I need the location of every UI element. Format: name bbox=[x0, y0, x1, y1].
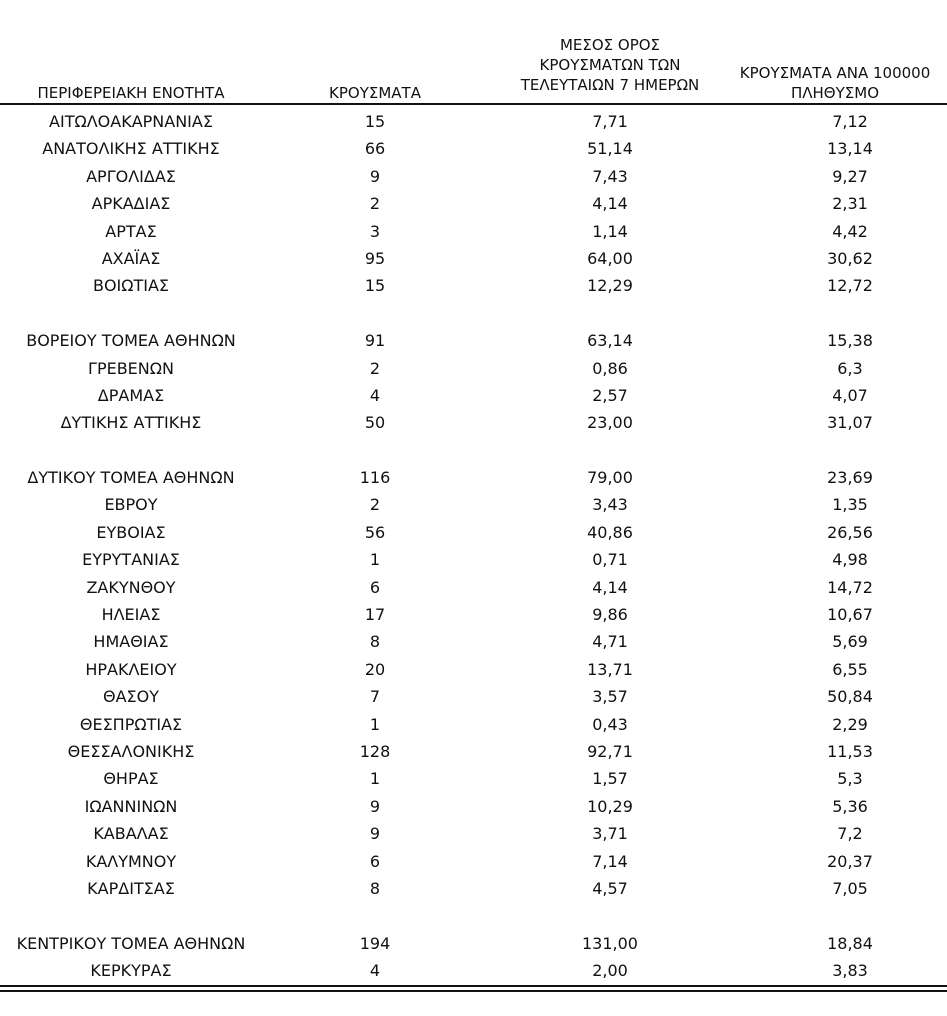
cell-per100k: 15,38 bbox=[827, 331, 873, 351]
header-per100k-line-1: ΚΡΟΥΣΜΑΤΑ ΑΝΑ 100000 bbox=[739, 64, 931, 82]
cell-cases: 194 bbox=[359, 933, 391, 953]
cell-cases: 9 bbox=[369, 796, 381, 816]
cell-cases: 6 bbox=[369, 851, 381, 871]
cell-cases: 2 bbox=[369, 495, 381, 515]
cell-cases: 15 bbox=[364, 112, 386, 131]
cell-region: ΘΑΣΟΥ bbox=[102, 687, 159, 707]
cell-per100k: 11,53 bbox=[827, 741, 873, 761]
cell-cases: 8 bbox=[369, 632, 381, 652]
cell-per100k: 13,14 bbox=[827, 139, 873, 159]
cell-avg7: 2,57 bbox=[592, 385, 628, 405]
cell-per100k: 30,62 bbox=[827, 248, 873, 268]
cell-cases: 95 bbox=[364, 248, 386, 268]
table-row bbox=[0, 245, 947, 272]
table-bottom-border-2 bbox=[0, 990, 947, 992]
cell-avg7: 40,86 bbox=[587, 522, 633, 542]
cell-cases: 9 bbox=[369, 166, 381, 186]
header-per100k-line-2: ΠΛΗΘΥΣΜΟ bbox=[790, 84, 879, 102]
cell-avg7: 7,71 bbox=[592, 112, 628, 131]
table-row bbox=[0, 218, 947, 245]
cell-cases: 1 bbox=[369, 550, 381, 570]
header-region bbox=[5, 83, 257, 103]
cell-region: ΑΙΤΩΛΟΑΚΑΡΝΑΝΙΑΣ bbox=[49, 112, 213, 131]
cell-region: ΕΥΡΥΤΑΝΙΑΣ bbox=[82, 550, 180, 570]
cell-region: ΚΕΡΚΥΡΑΣ bbox=[90, 961, 172, 981]
cell-avg7: 9,86 bbox=[592, 605, 628, 625]
cell-cases: 116 bbox=[359, 468, 391, 488]
header-avg-line-2: ΚΡΟΥΣΜΑΤΩΝ ΤΩΝ bbox=[539, 56, 681, 74]
cell-region: ΗΛΕΙΑΣ bbox=[101, 605, 161, 625]
table-row bbox=[0, 683, 947, 710]
cell-region: ΔΥΤΙΚΗΣ ΑΤΤΙΚΗΣ bbox=[60, 413, 202, 433]
cell-avg7: 7,14 bbox=[592, 851, 628, 871]
cell-region: ΑΡΤΑΣ bbox=[105, 221, 157, 241]
cell-avg7: 13,71 bbox=[587, 659, 633, 679]
cell-region: ΔΡΑΜΑΣ bbox=[97, 385, 165, 405]
cell-cases: 4 bbox=[369, 961, 381, 981]
cell-per100k: 26,56 bbox=[827, 522, 873, 542]
cell-cases: 15 bbox=[364, 276, 386, 296]
cell-per100k: 50,84 bbox=[827, 687, 873, 707]
table-row bbox=[0, 409, 947, 436]
header-avg-line-3: ΤΕΛΕΥΤΑΙΩΝ 7 ΗΜΕΡΩΝ bbox=[520, 76, 700, 94]
cell-avg7: 79,00 bbox=[587, 468, 633, 488]
cell-avg7: 4,71 bbox=[592, 632, 628, 652]
table-row bbox=[0, 930, 947, 957]
table-row bbox=[0, 793, 947, 820]
cell-avg7: 3,71 bbox=[592, 824, 628, 844]
table-row bbox=[0, 327, 947, 354]
table-row bbox=[0, 765, 947, 792]
cell-per100k: 2,31 bbox=[832, 194, 868, 214]
table-row bbox=[0, 711, 947, 738]
cell-region: ΙΩΑΝΝΙΝΩΝ bbox=[84, 796, 178, 816]
cell-cases: 1 bbox=[369, 714, 381, 734]
cell-region: ΗΡΑΚΛΕΙΟΥ bbox=[85, 659, 177, 679]
cell-region: ΚΑΛΥΜΝΟΥ bbox=[85, 851, 177, 871]
cell-avg7: 7,43 bbox=[592, 166, 628, 186]
cell-avg7: 4,14 bbox=[592, 194, 628, 214]
cell-cases: 66 bbox=[364, 139, 386, 159]
header-cases bbox=[310, 83, 440, 103]
cell-avg7: 3,57 bbox=[592, 687, 628, 707]
header-region-label: ΠΕΡΙΦΕΡΕΙΑΚΗ ΕΝΟΤΗΤΑ bbox=[37, 84, 225, 102]
table-row bbox=[0, 875, 947, 902]
cell-per100k: 14,72 bbox=[827, 577, 873, 597]
cell-region: ΚΑΡΔΙΤΣΑΣ bbox=[87, 878, 175, 898]
cell-per100k: 5,69 bbox=[832, 632, 868, 652]
cell-cases: 4 bbox=[369, 385, 381, 405]
cell-region: ΖΑΚΥΝΘΟΥ bbox=[86, 577, 176, 597]
table-body bbox=[0, 108, 947, 985]
cell-region: ΕΥΒΟΙΑΣ bbox=[96, 522, 166, 542]
cell-region: ΘΕΣΠΡΩΤΙΑΣ bbox=[79, 714, 183, 734]
cell-region: ΒΟΙΩΤΙΑΣ bbox=[92, 276, 170, 296]
cell-region: ΚΕΝΤΡΙΚΟΥ ΤΟΜΕΑ ΑΘΗΝΩΝ bbox=[16, 933, 246, 953]
cell-region: ΑΡΓΟΛΙΔΑΣ bbox=[86, 166, 176, 186]
table-row bbox=[0, 382, 947, 409]
cell-per100k: 23,69 bbox=[827, 468, 873, 488]
table-row bbox=[0, 546, 947, 573]
cell-avg7: 0,86 bbox=[592, 358, 628, 378]
table-bottom-border-1 bbox=[0, 985, 947, 987]
table-row bbox=[0, 491, 947, 518]
cell-cases: 3 bbox=[369, 221, 381, 241]
table-row bbox=[0, 738, 947, 765]
table-row bbox=[0, 108, 947, 135]
table-row bbox=[0, 820, 947, 847]
header-avg-7-days bbox=[495, 35, 725, 95]
cell-per100k: 5,36 bbox=[832, 796, 868, 816]
table-row bbox=[0, 190, 947, 217]
cell-region: ΑΧΑΪΑΣ bbox=[101, 248, 161, 268]
cell-per100k: 2,29 bbox=[832, 714, 868, 734]
cell-cases: 6 bbox=[369, 577, 381, 597]
cell-per100k: 20,37 bbox=[827, 851, 873, 871]
cell-per100k: 7,05 bbox=[832, 878, 868, 898]
cell-cases: 2 bbox=[369, 358, 381, 378]
cell-avg7: 63,14 bbox=[587, 331, 633, 351]
cell-avg7: 131,00 bbox=[582, 933, 638, 953]
header-divider bbox=[0, 103, 947, 105]
cell-per100k: 7,2 bbox=[837, 824, 863, 844]
cell-per100k: 7,12 bbox=[832, 112, 868, 131]
cell-per100k: 4,42 bbox=[832, 221, 868, 241]
cell-cases: 9 bbox=[369, 824, 381, 844]
cell-avg7: 51,14 bbox=[587, 139, 633, 159]
cell-per100k: 5,3 bbox=[837, 769, 863, 789]
header-cases-label: ΚΡΟΥΣΜΑΤΑ bbox=[329, 84, 421, 102]
cell-region: ΘΕΣΣΑΛΟΝΙΚΗΣ bbox=[67, 741, 195, 761]
cell-per100k: 12,72 bbox=[827, 276, 873, 296]
header-avg-line-1: ΜΕΣΟΣ ΟΡΟΣ bbox=[559, 36, 661, 54]
table-row bbox=[0, 464, 947, 491]
cell-avg7: 3,43 bbox=[592, 495, 628, 515]
table-row bbox=[0, 848, 947, 875]
cell-per100k: 3,83 bbox=[832, 961, 868, 981]
cell-per100k: 18,84 bbox=[827, 933, 873, 953]
cell-region: ΗΜΑΘΙΑΣ bbox=[93, 632, 169, 652]
cell-region: ΓΡΕΒΕΝΩΝ bbox=[88, 358, 174, 378]
cell-cases: 128 bbox=[359, 741, 391, 761]
cell-region: ΒΟΡΕΙΟΥ ΤΟΜΕΑ ΑΘΗΝΩΝ bbox=[26, 331, 236, 351]
cell-avg7: 1,14 bbox=[592, 221, 628, 241]
cell-avg7: 12,29 bbox=[587, 276, 633, 296]
cell-region: ΘΗΡΑΣ bbox=[103, 769, 159, 789]
cell-region: ΑΡΚΑΔΙΑΣ bbox=[91, 194, 171, 214]
cell-avg7: 4,14 bbox=[592, 577, 628, 597]
table-row bbox=[0, 135, 947, 162]
table-row bbox=[0, 628, 947, 655]
table-row bbox=[0, 519, 947, 546]
table-row bbox=[0, 163, 947, 190]
table-row bbox=[0, 957, 947, 984]
cell-avg7: 0,71 bbox=[592, 550, 628, 570]
cell-avg7: 2,00 bbox=[592, 961, 628, 981]
table-row bbox=[0, 574, 947, 601]
header-per-100k bbox=[715, 63, 947, 103]
cell-per100k: 4,98 bbox=[832, 550, 868, 570]
cell-per100k: 1,35 bbox=[832, 495, 868, 515]
cell-per100k: 4,07 bbox=[832, 385, 868, 405]
table-row bbox=[0, 272, 947, 299]
cell-per100k: 31,07 bbox=[827, 413, 873, 433]
cell-per100k: 9,27 bbox=[832, 166, 868, 186]
table-row bbox=[0, 656, 947, 683]
cell-cases: 17 bbox=[364, 605, 386, 625]
cell-cases: 20 bbox=[364, 659, 386, 679]
cell-avg7: 1,57 bbox=[592, 769, 628, 789]
cell-region: ΚΑΒΑΛΑΣ bbox=[93, 824, 169, 844]
cell-avg7: 92,71 bbox=[587, 741, 633, 761]
table-row bbox=[0, 601, 947, 628]
cell-cases: 2 bbox=[369, 194, 381, 214]
cell-avg7: 4,57 bbox=[592, 878, 628, 898]
cell-region: ΕΒΡΟΥ bbox=[104, 495, 158, 515]
cell-cases: 50 bbox=[364, 413, 386, 433]
cell-per100k: 10,67 bbox=[827, 605, 873, 625]
cell-avg7: 23,00 bbox=[587, 413, 633, 433]
cell-avg7: 64,00 bbox=[587, 248, 633, 268]
cell-cases: 7 bbox=[369, 687, 381, 707]
cell-cases: 8 bbox=[369, 878, 381, 898]
cell-cases: 91 bbox=[364, 331, 386, 351]
table-row bbox=[0, 355, 947, 382]
cell-region: ΑΝΑΤΟΛΙΚΗΣ ΑΤΤΙΚΗΣ bbox=[42, 139, 220, 159]
cell-region: ΔΥΤΙΚΟΥ ΤΟΜΕΑ ΑΘΗΝΩΝ bbox=[27, 468, 235, 488]
cell-avg7: 0,43 bbox=[592, 714, 628, 734]
cell-avg7: 10,29 bbox=[587, 796, 633, 816]
cell-cases: 56 bbox=[364, 522, 386, 542]
cell-cases: 1 bbox=[369, 769, 381, 789]
cell-per100k: 6,55 bbox=[832, 659, 868, 679]
cell-per100k: 6,3 bbox=[837, 358, 863, 378]
